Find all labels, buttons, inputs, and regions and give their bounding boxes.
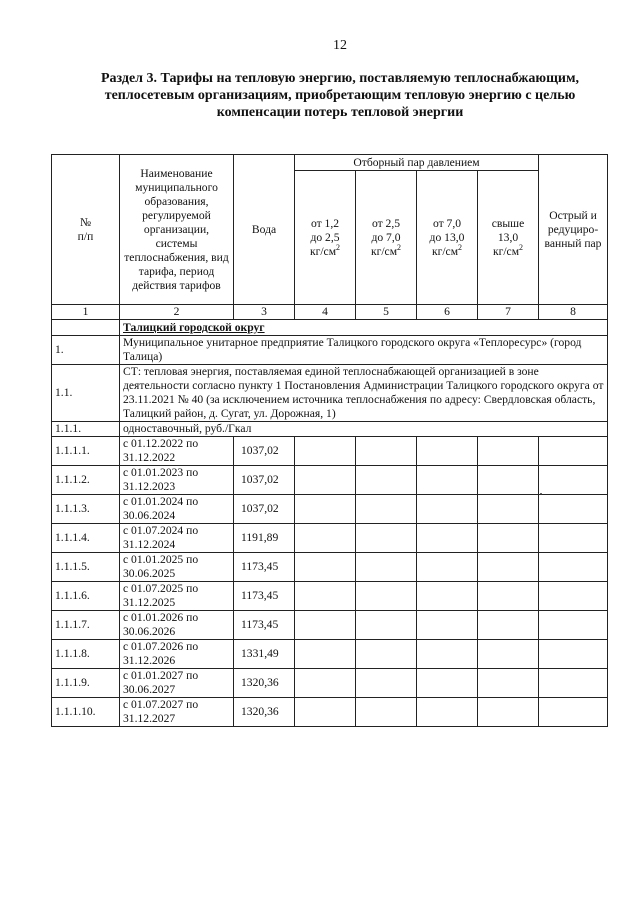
scan-speck xyxy=(540,493,542,495)
header-pressure-4-unit: $кг/см^2$ xyxy=(492,242,524,258)
heat-source-row xyxy=(52,365,608,422)
water-tariff-value: 1320,36 xyxy=(234,669,295,698)
section-heading xyxy=(70,70,610,121)
sharp-steam-value xyxy=(539,611,608,640)
steam-1-2-2-5-value xyxy=(295,698,356,727)
header-pressure-3-a: от 7,0 xyxy=(432,216,462,230)
water-tariff-value: 1037,02 xyxy=(234,437,295,466)
period-number: 1.1.1.4. xyxy=(52,524,120,553)
header-pressure-2-unit: $кг/см^2$ xyxy=(370,242,402,258)
period-end-line: 30.06.2024 xyxy=(123,509,176,522)
header-pressure-4-b: 13,0 xyxy=(497,230,519,244)
column-numbers-row xyxy=(52,305,608,320)
sharp-steam-value xyxy=(539,437,608,466)
column-number: 3 xyxy=(234,305,295,320)
steam-2-5-7-0-value xyxy=(356,524,417,553)
steam-7-0-13-0-value xyxy=(417,582,478,611)
header-pressure-4-a: свыше xyxy=(491,216,525,230)
steam-1-2-2-5-value xyxy=(295,611,356,640)
steam-1-2-2-5-value xyxy=(295,437,356,466)
steam-over-13-0-value xyxy=(478,466,539,495)
steam-over-13-0-value xyxy=(478,669,539,698)
header-pressure-3 xyxy=(417,171,478,305)
area-name: Талицкий городской округ xyxy=(123,320,265,334)
water-tariff-value: 1173,45 xyxy=(234,582,295,611)
period-start-line: с 01.01.2027 по xyxy=(123,669,199,682)
period-end-line: 31.12.2026 xyxy=(123,654,176,667)
area-row xyxy=(52,320,608,336)
period-range xyxy=(120,524,234,553)
period-start-line: с 01.01.2025 по xyxy=(123,553,199,566)
period-start-line: с 01.01.2026 по xyxy=(123,611,199,624)
steam-7-0-13-0-value xyxy=(417,611,478,640)
heading-line-3: компенсации потерь тепловой энергии xyxy=(216,105,464,120)
header-sharp-steam: Острый и редуциро-ванный пар xyxy=(539,155,608,305)
period-number: 1.1.1.6. xyxy=(52,582,120,611)
period-range xyxy=(120,669,234,698)
water-tariff-value: 1173,45 xyxy=(234,553,295,582)
header-pressure-2 xyxy=(356,171,417,305)
period-start-line: с 01.12.2022 по xyxy=(123,437,199,450)
table-row xyxy=(52,640,608,669)
page-number: 12 xyxy=(333,38,347,53)
period-number: 1.1.1.9. xyxy=(52,669,120,698)
steam-7-0-13-0-value xyxy=(417,495,478,524)
organization-number: 1. xyxy=(52,336,120,365)
tariffs-table xyxy=(51,154,608,727)
table-row xyxy=(52,437,608,466)
header-name: Наименование муниципального образования, регулируемой организации, системы теплоснабжения, вид тарифа, период действия тарифов xyxy=(120,155,234,305)
period-end-line: 30.06.2025 xyxy=(123,567,176,580)
period-end-line: 31.12.2024 xyxy=(123,538,176,551)
steam-7-0-13-0-value xyxy=(417,553,478,582)
steam-1-2-2-5-value xyxy=(295,524,356,553)
sharp-steam-value xyxy=(539,466,608,495)
period-number: 1.1.1.2. xyxy=(52,466,120,495)
water-tariff-value: 1320,36 xyxy=(234,698,295,727)
water-tariff-value: 1191,89 xyxy=(234,524,295,553)
period-range xyxy=(120,640,234,669)
header-pressure-1-b: до 2,5 xyxy=(310,230,340,244)
period-start-line: с 01.07.2026 по xyxy=(123,640,199,653)
period-range xyxy=(120,611,234,640)
table-row xyxy=(52,611,608,640)
table-row xyxy=(52,582,608,611)
period-end-line: 30.06.2026 xyxy=(123,625,176,638)
header-water: Вода xyxy=(234,155,295,305)
steam-7-0-13-0-value xyxy=(417,466,478,495)
column-number: 1 xyxy=(52,305,120,320)
period-range xyxy=(120,553,234,582)
steam-over-13-0-value xyxy=(478,698,539,727)
period-number: 1.1.1.10. xyxy=(52,698,120,727)
header-pressure-1-a: от 1,2 xyxy=(310,216,340,230)
steam-2-5-7-0-value xyxy=(356,582,417,611)
header-number-abbr: п/п xyxy=(77,229,94,243)
organization-row xyxy=(52,336,608,365)
steam-7-0-13-0-value xyxy=(417,698,478,727)
column-number: 4 xyxy=(295,305,356,320)
period-number: 1.1.1.8. xyxy=(52,640,120,669)
column-number: 5 xyxy=(356,305,417,320)
sharp-steam-value xyxy=(539,582,608,611)
period-number: 1.1.1.7. xyxy=(52,611,120,640)
steam-7-0-13-0-value xyxy=(417,524,478,553)
header-number-sign: № xyxy=(79,215,92,229)
table-row xyxy=(52,466,608,495)
period-range xyxy=(120,466,234,495)
period-number: 1.1.1.1. xyxy=(52,437,120,466)
period-range xyxy=(120,437,234,466)
period-number: 1.1.1.5. xyxy=(52,553,120,582)
table-row xyxy=(52,553,608,582)
table-row xyxy=(52,698,608,727)
steam-2-5-7-0-value xyxy=(356,495,417,524)
header-pressure-3-b: до 13,0 xyxy=(429,230,465,244)
steam-2-5-7-0-value xyxy=(356,437,417,466)
steam-over-13-0-value xyxy=(478,495,539,524)
steam-over-13-0-value xyxy=(478,640,539,669)
period-start-line: с 01.07.2027 по xyxy=(123,698,199,711)
period-end-line: 31.12.2022 xyxy=(123,451,176,464)
period-end-line: 31.12.2025 xyxy=(123,596,176,609)
sharp-steam-value xyxy=(539,640,608,669)
steam-over-13-0-value xyxy=(478,553,539,582)
table-row xyxy=(52,495,608,524)
steam-7-0-13-0-value xyxy=(417,669,478,698)
organization-name: Муниципальное унитарное предприятие Талицкого городского округа «Теплоресурс» (город Талица) xyxy=(120,336,608,365)
period-range xyxy=(120,495,234,524)
steam-1-2-2-5-value xyxy=(295,669,356,698)
heat-source-number: 1.1. xyxy=(52,365,120,422)
period-start-line: с 01.07.2025 по xyxy=(123,582,199,595)
steam-1-2-2-5-value xyxy=(295,466,356,495)
steam-1-2-2-5-value xyxy=(295,495,356,524)
water-tariff-value: 1331,49 xyxy=(234,640,295,669)
tariff-type-text: одноставочный, руб./Гкал xyxy=(120,422,608,437)
steam-2-5-7-0-value xyxy=(356,611,417,640)
steam-2-5-7-0-value xyxy=(356,640,417,669)
steam-over-13-0-value xyxy=(478,437,539,466)
sharp-steam-value xyxy=(539,553,608,582)
period-end-line: 30.06.2027 xyxy=(123,683,176,696)
period-end-line: 31.12.2023 xyxy=(123,480,176,493)
tariff-type-number: 1.1.1. xyxy=(52,422,120,437)
header-pressure-1 xyxy=(295,171,356,305)
steam-2-5-7-0-value xyxy=(356,669,417,698)
sharp-steam-value xyxy=(539,698,608,727)
column-number: 8 xyxy=(539,305,608,320)
table-row xyxy=(52,524,608,553)
steam-7-0-13-0-value xyxy=(417,437,478,466)
steam-1-2-2-5-value xyxy=(295,553,356,582)
steam-1-2-2-5-value xyxy=(295,582,356,611)
area-number-cell xyxy=(52,320,120,336)
water-tariff-value: 1037,02 xyxy=(234,495,295,524)
column-number: 6 xyxy=(417,305,478,320)
steam-2-5-7-0-value xyxy=(356,553,417,582)
table-row xyxy=(52,669,608,698)
header-pressure-3-unit: $кг/см^2$ xyxy=(431,242,463,258)
period-start-line: с 01.01.2023 по xyxy=(123,466,199,479)
header-pressure-1-unit: $кг/см^2$ xyxy=(309,242,341,258)
period-end-line: 31.12.2027 xyxy=(123,712,176,725)
heading-line-1: Раздел 3. Тарифы на тепловую энергию, поставляемую теплоснабжающим, xyxy=(100,71,580,86)
header-pressure-2-b: до 7,0 xyxy=(371,230,401,244)
steam-over-13-0-value xyxy=(478,611,539,640)
steam-2-5-7-0-value xyxy=(356,698,417,727)
sharp-steam-value xyxy=(539,524,608,553)
header-pressure-4 xyxy=(478,171,539,305)
column-number: 2 xyxy=(120,305,234,320)
sharp-steam-value xyxy=(539,669,608,698)
period-range xyxy=(120,582,234,611)
header-steam-group: Отборный пар давлением xyxy=(295,155,539,171)
period-start-line: с 01.07.2024 по xyxy=(123,524,199,537)
header-number xyxy=(52,155,120,305)
water-tariff-value: 1173,45 xyxy=(234,611,295,640)
steam-over-13-0-value xyxy=(478,524,539,553)
steam-7-0-13-0-value xyxy=(417,640,478,669)
area-cell xyxy=(120,320,608,336)
steam-2-5-7-0-value xyxy=(356,466,417,495)
period-start-line: с 01.01.2024 по xyxy=(123,495,199,508)
steam-1-2-2-5-value xyxy=(295,640,356,669)
tariff-type-row xyxy=(52,422,608,437)
period-range xyxy=(120,698,234,727)
water-tariff-value: 1037,02 xyxy=(234,466,295,495)
period-number: 1.1.1.3. xyxy=(52,495,120,524)
heading-line-2: теплосетевым организациям, приобретающим тепловую энергию с целью xyxy=(104,88,576,103)
column-number: 7 xyxy=(478,305,539,320)
steam-over-13-0-value xyxy=(478,582,539,611)
sharp-steam-value xyxy=(539,495,608,524)
header-pressure-2-a: от 2,5 xyxy=(371,216,401,230)
heat-source-text: СТ: тепловая энергия, поставляемая единой теплоснабжающей организацией в зоне деятельности согласно пункту 1 Постановления Администрации Талицкого городского округа от 23.11.2021 № 40 (за исключением источника теплоснабжения по адресу: Свердловская область, Талицкий район, д. Сугат, ул. Дорожная, 1) xyxy=(120,365,608,422)
